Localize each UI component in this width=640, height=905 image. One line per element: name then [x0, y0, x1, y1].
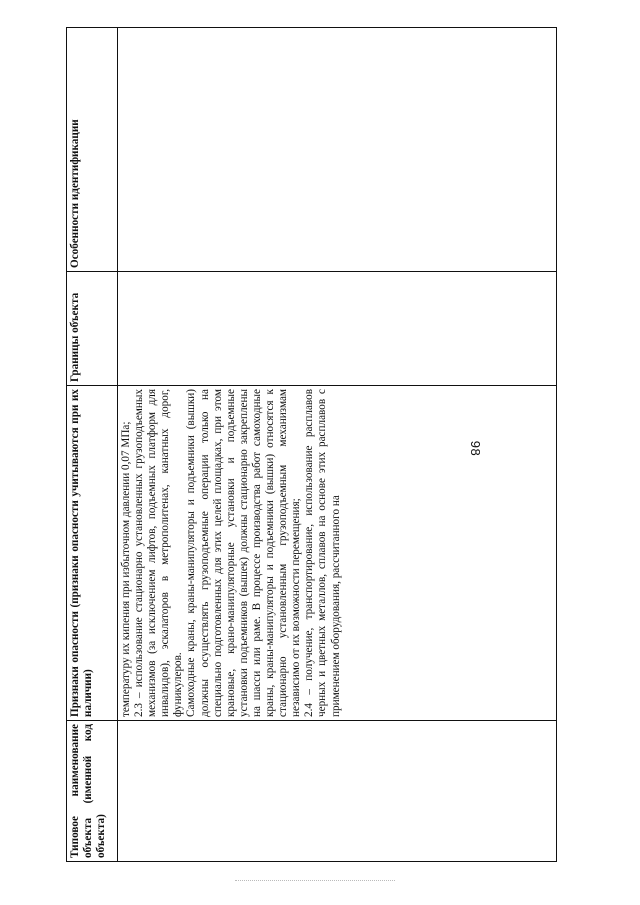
cell-identification [118, 28, 557, 272]
scan-artifact-line [235, 880, 395, 881]
table-header-row [67, 28, 118, 862]
table-region [66, 56, 557, 862]
identification-table [66, 27, 557, 862]
cell-type-name [118, 721, 557, 862]
table-row [118, 28, 557, 862]
danger-paragraph: 2.4 – получение, транспортирование, использование расплавов черных и цветных металлов, сплавов на основе этих расплавов с применением оборудования, рассчитанного на [303, 389, 342, 717]
danger-paragraph: температуру их кипения при избыточном давлении 0,07 МПа; [120, 421, 132, 717]
danger-paragraph: 2.3 – использование стационарно установленных грузоподъемных механизмов (за исключением лифтов, подъемных платформ для инвалидов), эскалаторов в метрополитенах, канатных дорог, фуникулеров. [133, 389, 185, 717]
page-number: 98 [468, 440, 484, 457]
danger-paragraph: Самоходные краны, краны-манипуляторы и подъемники (вышки) должны осуществлять грузоподъемные операции только на специально подготовленных для этих целей площадках, при этом крановые, крано-манипуляторные установки и подъемные установки подъемников (вышек) должны стационарно закреплены на шасси или раме. В процессе производства работ самоходные краны, краны-манипуляторы и подъемники (вышки) относятся к стационарно установленным грузоподъемным механизмам независимо от их возможности перемещения; [185, 389, 303, 717]
cell-danger-signs [118, 386, 557, 721]
header-boundaries: Границы объекта [67, 272, 118, 386]
header-identification: Особенности идентификации [67, 28, 118, 272]
header-type-name: Типовое наименование объекта (именной код объекта) [67, 721, 118, 862]
cell-boundaries [118, 272, 557, 386]
rotated-page-content [66, 56, 557, 862]
header-danger-signs: Признаки опасности (признаки опасности учитываются при их наличии) [67, 386, 118, 721]
